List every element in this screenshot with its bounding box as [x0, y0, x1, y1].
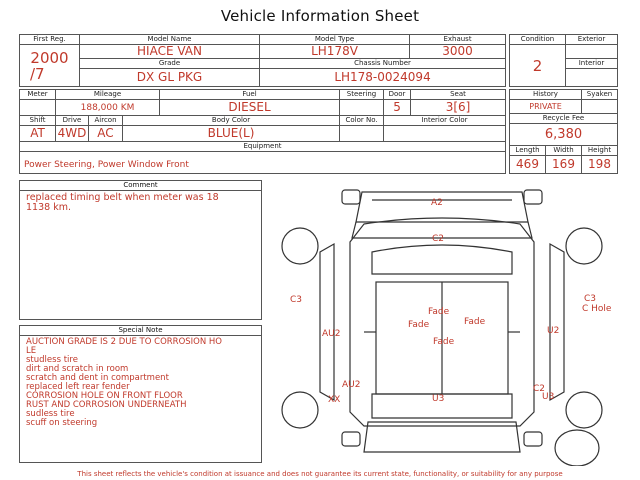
door-label: Door: [384, 90, 411, 100]
aircon-label: Aircon: [89, 116, 123, 126]
damage-mark-fade-3: Fade: [464, 317, 486, 327]
grade-value: DX GL PKG: [80, 69, 260, 87]
color-no-value: [340, 126, 384, 142]
syaken-label: Syaken: [582, 90, 618, 100]
damage-mark-c2-right: C2: [533, 384, 546, 394]
seat-label: Seat: [411, 90, 506, 100]
grade-label: Grade: [80, 59, 260, 69]
comment-box: [19, 180, 262, 320]
vehicle-damage-diagram: [272, 182, 612, 466]
meter-label: Meter: [20, 90, 56, 100]
history-table: [509, 89, 618, 174]
body-color-value: BLUE(L): [123, 126, 340, 142]
special-note-text: AUCTION GRADE IS 2 DUE TO CORROSION HO LE studless tire dirt and scratch in room scratch and dent in compartment replaced left rear fender CORROSION HOLE ON FRONT FLOOR RUST AND CORROSION UNDERNEATH sudless tire scuff on steering: [26, 337, 223, 428]
recycle-fee-label: Recycle Fee: [510, 114, 618, 124]
disclaimer-footer: This sheet reflects the vehicle's condition at issuance and does not guarantee its current state, functionality, or suitability for any purpose: [77, 470, 563, 478]
syaken-value: [582, 100, 618, 114]
width-label: Width: [546, 146, 582, 156]
spare-tire: [555, 430, 599, 466]
model-type-label: Model Type: [260, 35, 410, 45]
damage-mark-c3-right: C3: [584, 294, 597, 304]
shift-label: Shift: [20, 116, 56, 126]
damage-mark-xx: XX: [328, 395, 341, 405]
height-value: 198: [582, 156, 618, 174]
model-type-value: LH178V: [260, 45, 410, 59]
damage-mark-c2-top: C2: [432, 234, 445, 244]
history-label: History: [510, 90, 582, 100]
first-reg-year: 2000: [30, 48, 69, 67]
equipment-cell: [20, 152, 506, 174]
exhaust-label: Exhaust: [410, 35, 506, 45]
damage-mark-fade-2: Fade: [408, 320, 430, 330]
interior-value: [566, 69, 618, 87]
first-reg-label: First Reg.: [20, 35, 80, 45]
comment-label: Comment: [20, 181, 261, 191]
damage-mark-c3-left: C3: [290, 295, 303, 305]
mileage-value: 188,000 KM: [56, 100, 160, 116]
equipment-label: Equipment: [20, 142, 506, 152]
interior-color-label: Interior Color: [384, 116, 506, 126]
chassis-number-label: Chassis Number: [260, 59, 506, 69]
specs-table: [19, 89, 506, 174]
damage-mark-au2-rear: AU2: [342, 380, 361, 390]
left-side-view: [282, 228, 334, 428]
aircon-value: AC: [89, 126, 123, 142]
damage-mark-u3-right: U3: [542, 392, 555, 402]
steering-label: Steering: [340, 90, 384, 100]
equipment-value: Power Steering, Power Window Front: [24, 160, 189, 170]
width-value: 169: [546, 156, 582, 174]
exhaust-value: 3000: [410, 45, 506, 59]
meter-value: [20, 100, 56, 116]
color-no-label: Color No.: [340, 116, 384, 126]
damage-mark-fade-1: Fade: [428, 307, 450, 317]
fuel-value: DIESEL: [160, 100, 340, 116]
mileage-label: Mileage: [56, 90, 160, 100]
history-value: PRIVATE: [510, 100, 582, 114]
condition-score: 2: [510, 45, 566, 87]
drive-value: 4WD: [56, 126, 89, 142]
first-reg-month: /7: [30, 64, 45, 83]
condition-table: [509, 34, 618, 87]
damage-mark-u3-bottom: U3: [432, 394, 445, 404]
door-value: 5: [384, 100, 411, 116]
comment-text: replaced timing belt when meter was 18 1138 km.: [26, 192, 219, 213]
special-note-box: [19, 325, 262, 463]
exterior-label: Exterior: [566, 35, 618, 45]
length-label: Length: [510, 146, 546, 156]
model-name-label: Model Name: [80, 35, 260, 45]
height-label: Height: [582, 146, 618, 156]
length-value: 469: [510, 156, 546, 174]
condition-label: Condition: [510, 35, 566, 45]
damage-mark-u2: U2: [547, 326, 560, 336]
interior-label: Interior: [566, 59, 618, 69]
damage-mark-c-hole: C Hole: [582, 304, 612, 314]
damage-mark-a2: A2: [431, 198, 443, 208]
fuel-label: Fuel: [160, 90, 340, 100]
vehicle-id-table: [19, 34, 506, 87]
sheet-title: Vehicle Information Sheet: [220, 7, 420, 25]
damage-mark-fade-4: Fade: [433, 337, 455, 347]
seat-value: 3[6]: [411, 100, 506, 116]
first-reg-cell: [20, 45, 80, 87]
interior-color-value: [384, 126, 506, 142]
chassis-number-value: LH178-0024094: [260, 69, 506, 87]
recycle-fee-value: 6,380: [510, 124, 618, 146]
drive-label: Drive: [56, 116, 89, 126]
special-note-label: Special Note: [20, 326, 261, 336]
shift-value: AT: [20, 126, 56, 142]
steering-value: [340, 100, 384, 116]
exterior-value: [566, 45, 618, 59]
damage-mark-au2-left: AU2: [322, 329, 341, 339]
body-color-label: Body Color: [123, 116, 340, 126]
model-name-value: HIACE VAN: [80, 45, 260, 59]
